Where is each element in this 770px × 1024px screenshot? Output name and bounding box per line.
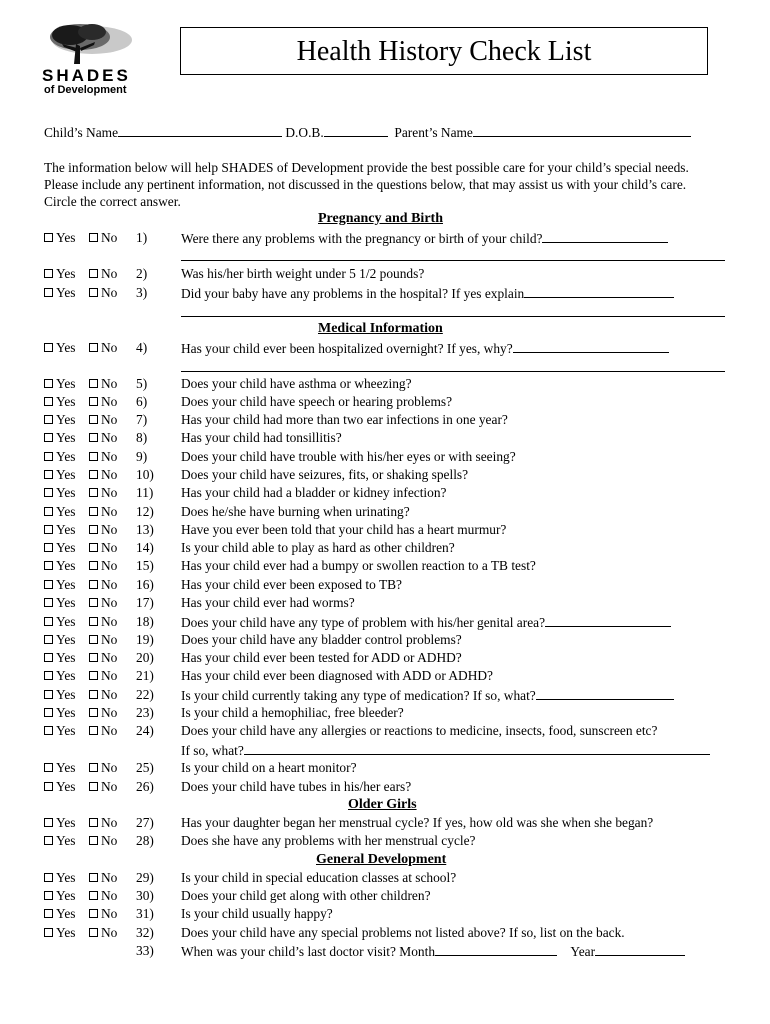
no-label: No — [101, 723, 118, 738]
question-text: Has your child ever been diagnosed with ADD or ADHD? — [181, 668, 494, 683]
year-label: Year — [570, 944, 596, 959]
question-row — [44, 540, 734, 556]
yes-checkbox[interactable] — [44, 726, 53, 735]
no-checkbox[interactable] — [89, 708, 98, 717]
no-checkbox[interactable] — [89, 452, 98, 461]
question-number: 26) — [136, 779, 154, 794]
no-checkbox[interactable] — [89, 635, 98, 644]
parent-name-label: Parent’s Name — [394, 125, 473, 140]
question-row — [44, 779, 734, 795]
no-checkbox[interactable] — [89, 288, 98, 297]
yes-checkbox[interactable] — [44, 343, 53, 352]
question-number: 2) — [136, 266, 148, 281]
yes-checkbox[interactable] — [44, 507, 53, 516]
no-checkbox[interactable] — [89, 488, 98, 497]
answer-field[interactable] — [524, 285, 674, 298]
intro-line-2: Please include any pertinent information, not discussed in the questions below, that may assist us with your child’s care. — [44, 177, 687, 192]
no-checkbox[interactable] — [89, 525, 98, 534]
intro-line-3: Circle the correct answer. — [44, 194, 181, 209]
no-label: No — [101, 230, 118, 245]
no-checkbox[interactable] — [89, 507, 98, 516]
no-label: No — [101, 558, 118, 573]
question-text-group — [181, 376, 412, 392]
question-row — [44, 943, 734, 959]
yes-label: Yes — [56, 266, 76, 281]
yes-label: Yes — [56, 870, 76, 885]
question-row — [44, 632, 734, 648]
question-number: 32) — [136, 925, 154, 940]
yes-checkbox[interactable] — [44, 598, 53, 607]
question-text: Does your child have any special problems not listed above? If so, list on the back. — [181, 925, 625, 940]
no-label: No — [101, 668, 118, 683]
question-row — [44, 888, 734, 904]
no-label: No — [101, 449, 118, 464]
if-so-what-line — [181, 742, 710, 759]
question-number: 25) — [136, 760, 154, 775]
question-text-group — [181, 504, 410, 520]
question-number: 4) — [136, 340, 148, 355]
yes-checkbox[interactable] — [44, 269, 53, 278]
no-label: No — [101, 760, 118, 775]
title-box — [180, 27, 708, 75]
yes-checkbox[interactable] — [44, 782, 53, 791]
question-row — [44, 522, 734, 538]
spacer — [557, 944, 570, 959]
logo-wordmark: SHADES — [42, 66, 131, 85]
no-checkbox[interactable] — [89, 836, 98, 845]
parent-name-field[interactable] — [473, 124, 691, 137]
answer-field[interactable] — [536, 687, 674, 700]
question-text: Is your child a hemophiliac, free bleeder? — [181, 705, 404, 720]
no-label: No — [101, 485, 118, 500]
question-text: Does your child have speech or hearing problems? — [181, 394, 453, 409]
no-checkbox[interactable] — [89, 726, 98, 735]
answer-line[interactable] — [181, 260, 725, 261]
question-number: 12) — [136, 504, 154, 519]
question-row — [44, 266, 734, 282]
question-text-group — [181, 412, 508, 428]
question-text-group — [181, 394, 452, 410]
child-name-field[interactable] — [118, 124, 282, 137]
question-text-group — [181, 595, 355, 611]
question-row — [44, 833, 734, 849]
yes-label: Yes — [56, 577, 76, 592]
no-label: No — [101, 577, 118, 592]
question-row — [44, 430, 734, 446]
question-row — [44, 285, 734, 301]
section-heading-medical: Medical Information — [318, 321, 443, 336]
section-heading-pregnancy: Pregnancy and Birth — [318, 211, 443, 226]
question-text: Has your child ever been hospitalized overnight? If yes, why? — [181, 341, 513, 356]
question-text-group — [181, 485, 447, 501]
tree-logo-icon — [40, 18, 136, 68]
no-checkbox[interactable] — [89, 415, 98, 424]
question-text: Is your child in special education classes at school? — [181, 870, 457, 885]
question-text: Does he/she have burning when urinating? — [181, 504, 410, 519]
question-number: 13) — [136, 522, 154, 537]
question-number: 24) — [136, 723, 154, 738]
no-label: No — [101, 595, 118, 610]
question-text: Has your child ever been exposed to TB? — [181, 577, 403, 592]
no-checkbox[interactable] — [89, 561, 98, 570]
no-checkbox[interactable] — [89, 690, 98, 699]
question-row — [44, 449, 734, 465]
question-number: 23) — [136, 705, 154, 720]
yes-checkbox[interactable] — [44, 543, 53, 552]
no-label: No — [101, 925, 118, 940]
question-text: Has your child ever been tested for ADD or ADHD? — [181, 650, 462, 665]
question-row — [44, 412, 734, 428]
answer-line[interactable] — [181, 371, 725, 372]
no-label: No — [101, 650, 118, 665]
question-row — [44, 558, 734, 574]
question-text-group — [181, 230, 668, 247]
question-number: 18) — [136, 614, 154, 629]
no-checkbox[interactable] — [89, 818, 98, 827]
question-text: Does your child have trouble with his/her eyes or with seeing? — [181, 449, 516, 464]
question-row — [44, 485, 734, 501]
no-checkbox[interactable] — [89, 269, 98, 278]
question-row — [44, 376, 734, 392]
question-row — [44, 760, 734, 776]
no-checkbox[interactable] — [89, 909, 98, 918]
question-text: Does your child have seizures, fits, or shaking spells? — [181, 467, 469, 482]
no-label: No — [101, 705, 118, 720]
no-checkbox[interactable] — [89, 891, 98, 900]
yes-label: Yes — [56, 614, 76, 629]
no-label: No — [101, 779, 118, 794]
yes-label: Yes — [56, 815, 76, 830]
yes-checkbox[interactable] — [44, 525, 53, 534]
question-text: Does your child have any type of problem with his/her genital area? — [181, 615, 546, 630]
allergies-answer-field[interactable] — [244, 742, 710, 755]
yes-label: Yes — [56, 906, 76, 921]
no-label: No — [101, 266, 118, 281]
question-number: 5) — [136, 376, 148, 391]
question-number: 8) — [136, 430, 148, 445]
yes-label: Yes — [56, 522, 76, 537]
question-row — [44, 504, 734, 520]
question-text-group — [181, 632, 462, 648]
question-text-group — [181, 833, 476, 849]
no-label: No — [101, 504, 118, 519]
no-checkbox[interactable] — [89, 671, 98, 680]
yes-checkbox[interactable] — [44, 928, 53, 937]
no-checkbox[interactable] — [89, 598, 98, 607]
question-number: 20) — [136, 650, 154, 665]
yes-checkbox[interactable] — [44, 708, 53, 717]
yes-label: Yes — [56, 412, 76, 427]
question-number: 10) — [136, 467, 154, 482]
question-number: 3) — [136, 285, 148, 300]
question-text-group — [181, 906, 333, 922]
question-row — [44, 230, 734, 246]
yes-checkbox[interactable] — [44, 653, 53, 662]
question-number: 16) — [136, 577, 154, 592]
yes-label: Yes — [56, 340, 76, 355]
question-row — [44, 906, 734, 922]
question-text: Was his/her birth weight under 5 1/2 pounds? — [181, 266, 425, 281]
question-number: 6) — [136, 394, 148, 409]
no-label: No — [101, 412, 118, 427]
yes-checkbox[interactable] — [44, 891, 53, 900]
question-text-group — [181, 467, 468, 483]
yes-label: Yes — [56, 376, 76, 391]
question-row — [44, 723, 734, 739]
question-text: Does your child have asthma or wheezing? — [181, 376, 412, 391]
question-row — [44, 687, 734, 703]
no-checkbox[interactable] — [89, 617, 98, 626]
yes-label: Yes — [56, 833, 76, 848]
question-row — [44, 705, 734, 721]
question-text-group — [181, 760, 357, 776]
question-text-group — [181, 558, 536, 574]
no-label: No — [101, 376, 118, 391]
yes-label: Yes — [56, 779, 76, 794]
no-label: No — [101, 614, 118, 629]
question-text-group — [181, 943, 685, 960]
no-checkbox[interactable] — [89, 343, 98, 352]
answer-field[interactable] — [545, 614, 671, 627]
yes-label: Yes — [56, 540, 76, 555]
question-text: Does your child have tubes in his/her ears? — [181, 779, 412, 794]
yes-checkbox[interactable] — [44, 452, 53, 461]
yes-checkbox[interactable] — [44, 379, 53, 388]
yes-label: Yes — [56, 888, 76, 903]
no-label: No — [101, 285, 118, 300]
answer-field[interactable] — [513, 340, 669, 353]
yes-checkbox[interactable] — [44, 415, 53, 424]
question-text-group — [181, 449, 516, 465]
question-number: 15) — [136, 558, 154, 573]
question-text-group — [181, 888, 431, 904]
yes-label: Yes — [56, 632, 76, 647]
question-text: Were there any problems with the pregnancy or birth of your child? — [181, 231, 543, 246]
question-text: Has your daughter began her menstrual cycle? If yes, how old was she when she began? — [181, 815, 654, 830]
no-label: No — [101, 540, 118, 555]
question-number: 7) — [136, 412, 148, 427]
yes-checkbox[interactable] — [44, 233, 53, 242]
year-field[interactable] — [595, 943, 685, 956]
no-checkbox[interactable] — [89, 543, 98, 552]
answer-line[interactable] — [181, 316, 725, 317]
no-label: No — [101, 467, 118, 482]
yes-checkbox[interactable] — [44, 909, 53, 918]
question-row — [44, 595, 734, 611]
yes-checkbox[interactable] — [44, 690, 53, 699]
no-checkbox[interactable] — [89, 928, 98, 937]
question-row — [44, 340, 734, 356]
question-text-group — [181, 285, 674, 302]
yes-label: Yes — [56, 705, 76, 720]
child-name-label: Child’s Name — [44, 125, 119, 140]
question-text: Does your child have any bladder control problems? — [181, 632, 462, 647]
yes-label: Yes — [56, 668, 76, 683]
yes-label: Yes — [56, 558, 76, 573]
no-checkbox[interactable] — [89, 470, 98, 479]
no-label: No — [101, 833, 118, 848]
question-number: 1) — [136, 230, 148, 245]
question-text-group — [181, 266, 424, 282]
no-checkbox[interactable] — [89, 653, 98, 662]
no-checkbox[interactable] — [89, 763, 98, 772]
yes-label: Yes — [56, 650, 76, 665]
yes-checkbox[interactable] — [44, 488, 53, 497]
intro-line-1: The information below will help SHADES of Development provide the best possible care for your child’s special needs. — [44, 160, 689, 175]
no-checkbox[interactable] — [89, 379, 98, 388]
yes-checkbox[interactable] — [44, 580, 53, 589]
no-checkbox[interactable] — [89, 433, 98, 442]
question-row — [44, 668, 734, 684]
question-text: Is your child able to play as hard as other children? — [181, 540, 455, 555]
question-row — [44, 467, 734, 483]
question-text-group — [181, 577, 402, 593]
question-row — [44, 577, 734, 593]
page-title: Health History Check List — [296, 36, 592, 67]
question-number: 14) — [136, 540, 154, 555]
yes-checkbox[interactable] — [44, 818, 53, 827]
question-text: Does your child have any allergies or reactions to medicine, insects, food, sunscreen etc? — [181, 723, 658, 738]
yes-checkbox[interactable] — [44, 873, 53, 882]
no-checkbox[interactable] — [89, 233, 98, 242]
question-text-group — [181, 779, 411, 795]
question-text-group — [181, 430, 342, 446]
header-fields — [44, 124, 691, 141]
question-number: 22) — [136, 687, 154, 702]
section-heading-general: General Development — [316, 852, 447, 867]
yes-label: Yes — [56, 595, 76, 610]
question-text-group — [181, 668, 493, 684]
question-number: 21) — [136, 668, 154, 683]
question-number: 9) — [136, 449, 148, 464]
no-checkbox[interactable] — [89, 580, 98, 589]
question-number: 29) — [136, 870, 154, 885]
question-text-group — [181, 705, 404, 721]
yes-label: Yes — [56, 430, 76, 445]
dob-field[interactable] — [324, 124, 388, 137]
question-number: 27) — [136, 815, 154, 830]
yes-label: Yes — [56, 485, 76, 500]
yes-label: Yes — [56, 394, 76, 409]
question-row — [44, 815, 734, 831]
logo — [40, 18, 150, 102]
if-so-what-label: If so, what? — [181, 743, 244, 758]
question-text: Does she have any problems with her menstrual cycle? — [181, 833, 476, 848]
yes-label: Yes — [56, 687, 76, 702]
question-text-group — [181, 522, 506, 538]
no-label: No — [101, 394, 118, 409]
question-number: 28) — [136, 833, 154, 848]
question-number: 17) — [136, 595, 154, 610]
question-row — [44, 614, 734, 630]
yes-checkbox[interactable] — [44, 836, 53, 845]
yes-checkbox[interactable] — [44, 470, 53, 479]
no-label: No — [101, 888, 118, 903]
yes-checkbox[interactable] — [44, 288, 53, 297]
yes-label: Yes — [56, 925, 76, 940]
yes-label: Yes — [56, 504, 76, 519]
yes-checkbox[interactable] — [44, 617, 53, 626]
question-text: Has your child had tonsillitis? — [181, 430, 342, 445]
yes-checkbox[interactable] — [44, 433, 53, 442]
answer-field[interactable] — [542, 230, 668, 243]
question-text-group — [181, 687, 674, 704]
yes-checkbox[interactable] — [44, 671, 53, 680]
question-number: 11) — [136, 485, 154, 500]
yes-checkbox[interactable] — [44, 397, 53, 406]
question-text: Has your child had more than two ear infections in one year? — [181, 412, 508, 427]
question-text-group — [181, 723, 657, 739]
no-checkbox[interactable] — [89, 782, 98, 791]
question-text: When was your child’s last doctor visit? Month — [181, 944, 436, 959]
question-text-group — [181, 815, 653, 831]
no-label: No — [101, 687, 118, 702]
no-label: No — [101, 340, 118, 355]
question-row — [44, 650, 734, 666]
yes-checkbox[interactable] — [44, 635, 53, 644]
no-checkbox[interactable] — [89, 397, 98, 406]
no-label: No — [101, 632, 118, 647]
question-number: 30) — [136, 888, 154, 903]
yes-label: Yes — [56, 760, 76, 775]
question-number: 33) — [136, 943, 154, 958]
logo-tagline: of Development — [44, 84, 127, 96]
answer-field[interactable] — [435, 943, 557, 956]
question-row — [44, 870, 734, 886]
question-text: Did your baby have any problems in the hospital? If yes explain — [181, 286, 525, 301]
question-text: Is your child on a heart monitor? — [181, 760, 357, 775]
question-text-group — [181, 870, 456, 886]
yes-checkbox[interactable] — [44, 763, 53, 772]
no-label: No — [101, 870, 118, 885]
no-label: No — [101, 815, 118, 830]
yes-label: Yes — [56, 230, 76, 245]
no-label: No — [101, 906, 118, 921]
no-label: No — [101, 430, 118, 445]
question-text: Is your child usually happy? — [181, 906, 333, 921]
question-text: Has your child had a bladder or kidney infection? — [181, 485, 447, 500]
question-number: 31) — [136, 906, 154, 921]
yes-label: Yes — [56, 449, 76, 464]
question-text: Is your child currently taking any type of medication? If so, what? — [181, 688, 536, 703]
question-number: 19) — [136, 632, 154, 647]
yes-label: Yes — [56, 467, 76, 482]
yes-checkbox[interactable] — [44, 561, 53, 570]
question-text-group — [181, 925, 625, 941]
section-heading-older-girls: Older Girls — [348, 797, 417, 812]
question-row — [44, 394, 734, 410]
no-label: No — [101, 522, 118, 537]
question-text: Has your child ever had worms? — [181, 595, 355, 610]
dob-label: D.O.B. — [285, 125, 324, 140]
question-text-group — [181, 650, 462, 666]
yes-label: Yes — [56, 285, 76, 300]
question-row — [44, 925, 734, 941]
question-text: Does your child get along with other children? — [181, 888, 431, 903]
question-text-group — [181, 340, 669, 357]
question-text-group — [181, 614, 671, 631]
question-text: Have you ever been told that your child has a heart murmur? — [181, 522, 507, 537]
no-checkbox[interactable] — [89, 873, 98, 882]
question-text-group — [181, 540, 455, 556]
question-text: Has your child ever had a bumpy or swollen reaction to a TB test? — [181, 558, 536, 573]
yes-label: Yes — [56, 723, 76, 738]
